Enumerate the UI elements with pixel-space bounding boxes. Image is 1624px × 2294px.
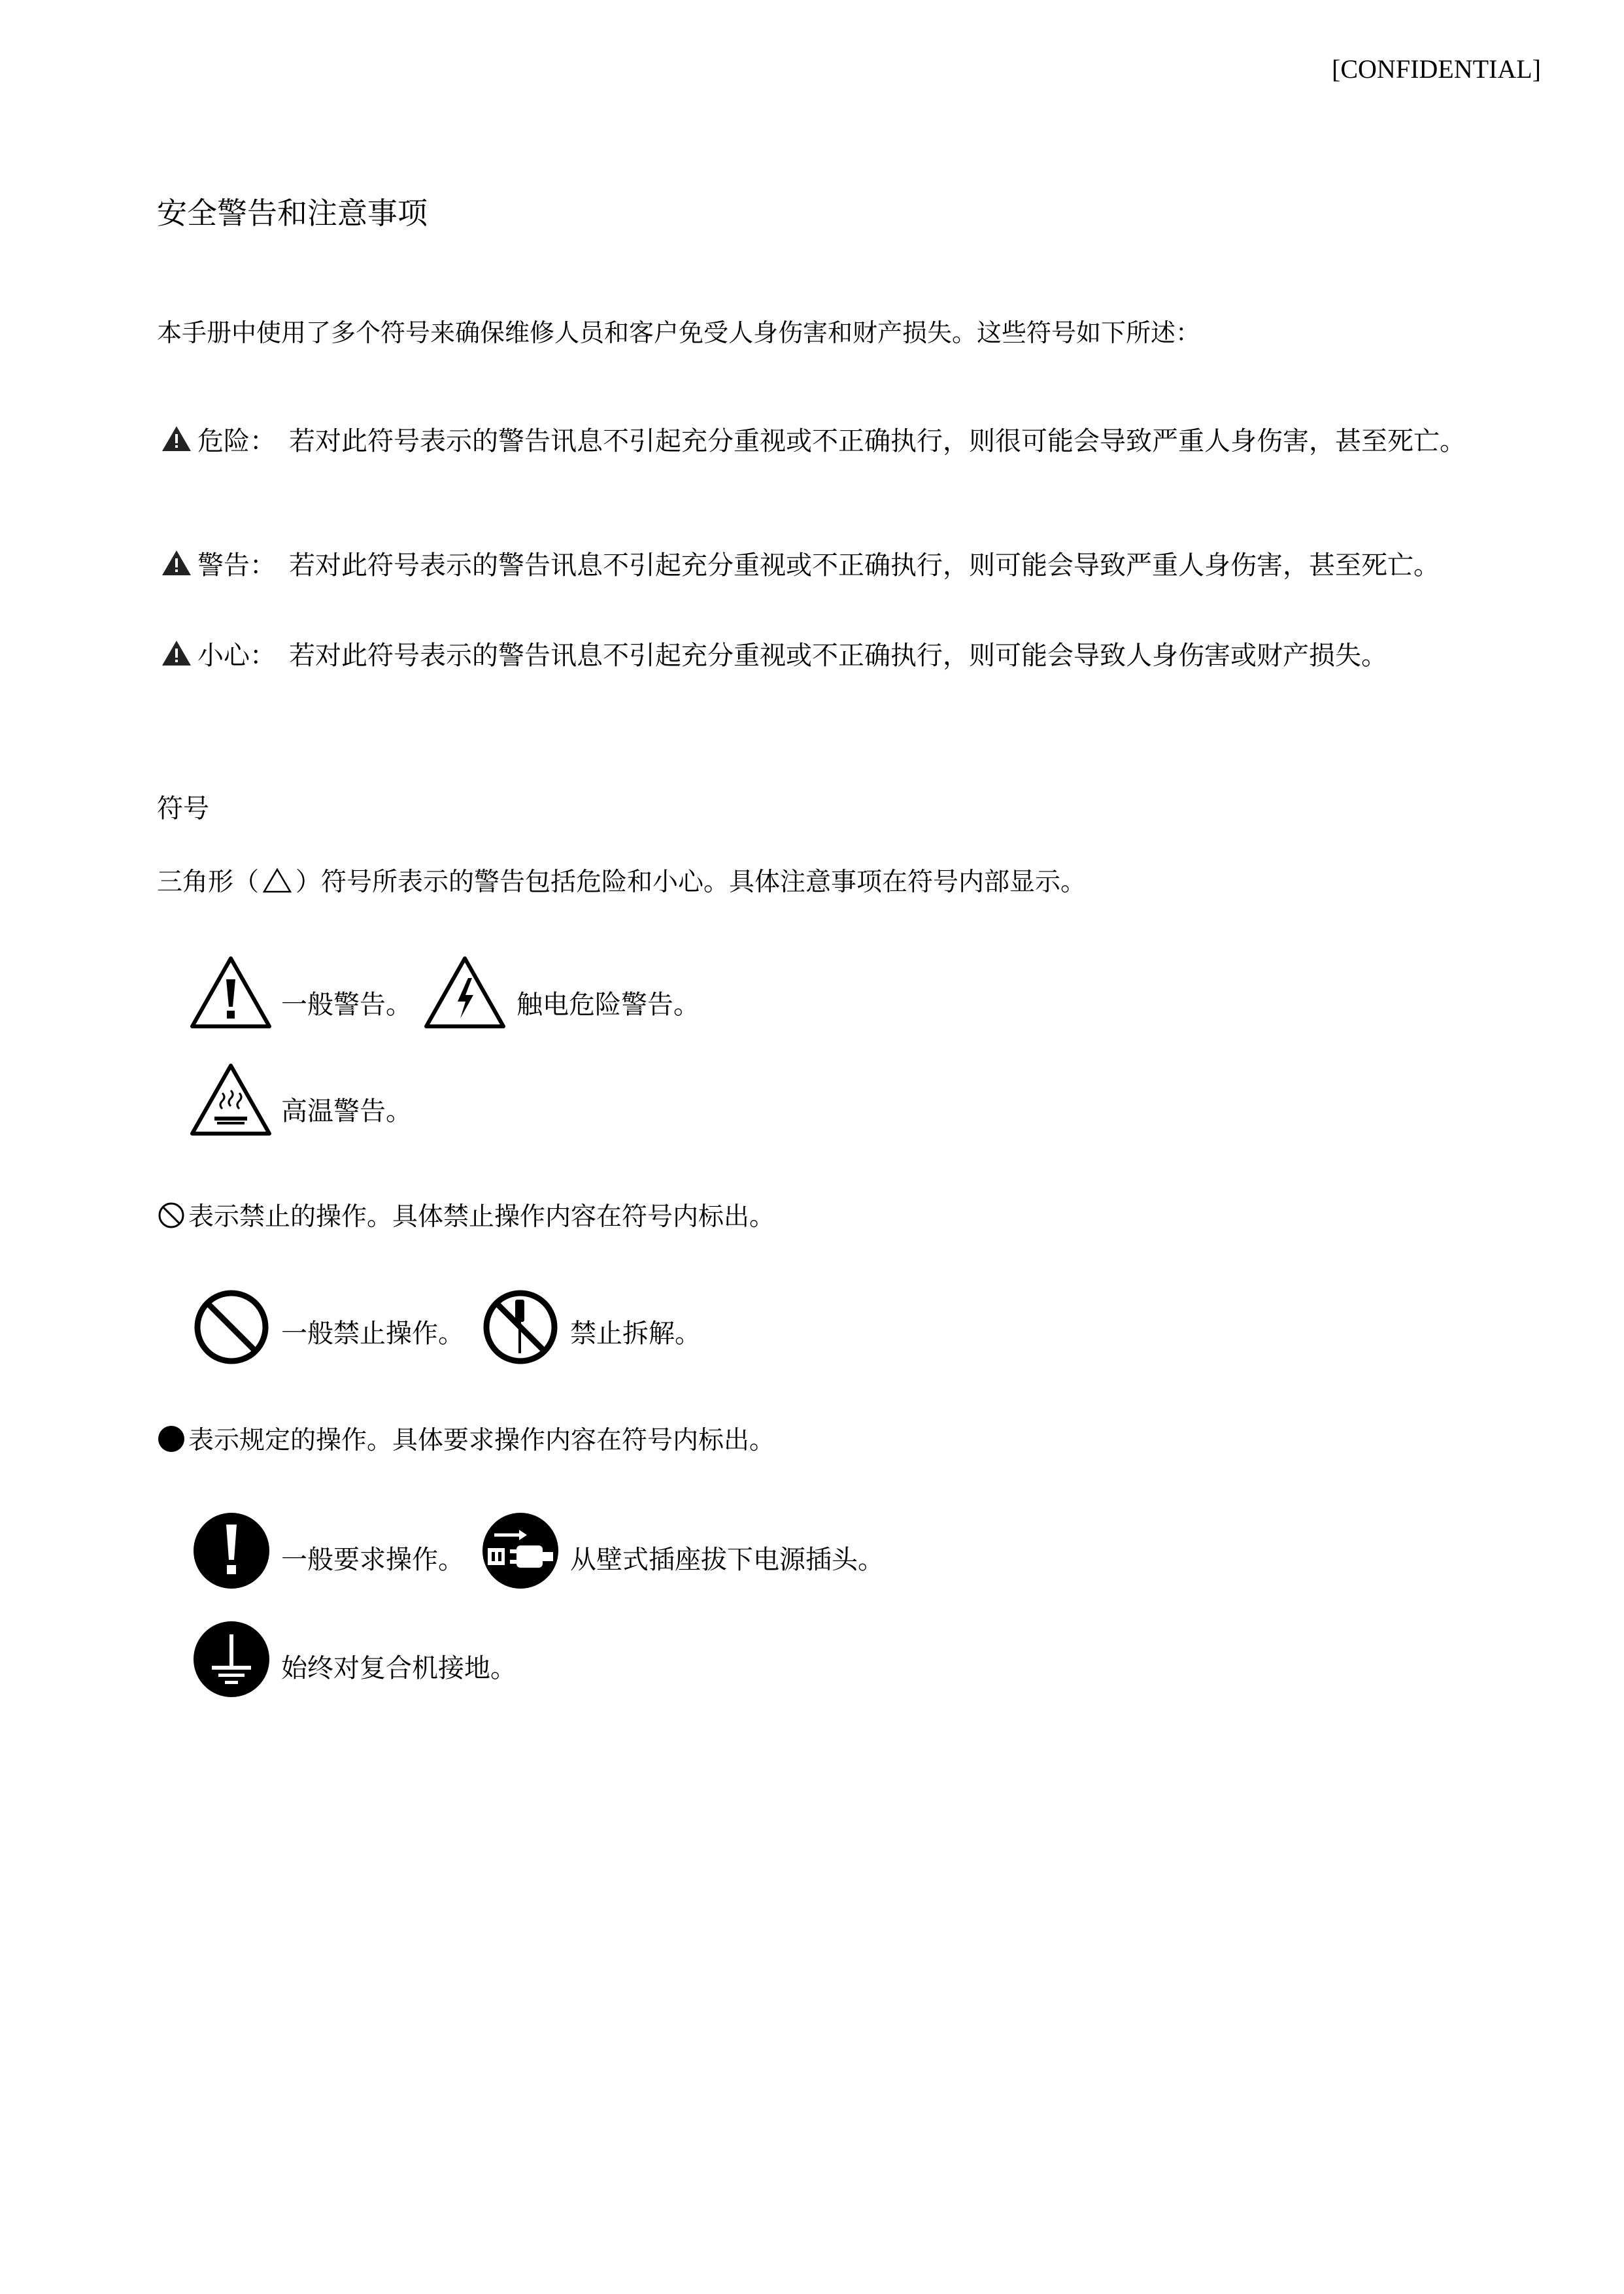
prohibit-desc-text: 表示禁止的操作。具体禁止操作内容在符号内标出。 xyxy=(188,1202,775,1232)
triangle-desc-before: 三角形（ xyxy=(157,868,260,897)
triangle-description xyxy=(157,862,1086,901)
prohibit-description xyxy=(157,1196,775,1236)
no-disassembly-icon xyxy=(481,1288,560,1370)
electric-shock-icon xyxy=(422,954,507,1034)
intro-text: 本手册中使用了多个符号来确保维修人员和客户免受人身伤害和财产损失。这些符号如下所述： xyxy=(157,318,1201,347)
warning-text: 若对此符号表示的警告讯息不引起充分重视或不正确执行，则可能会导致人身伤害或财产损失。 xyxy=(289,641,1387,671)
warning-row-caution xyxy=(161,633,1468,681)
general-warning-icon xyxy=(188,954,273,1034)
symbols-heading: 符号 xyxy=(157,794,209,824)
warning-triangle-icon xyxy=(161,545,192,591)
unplug-icon xyxy=(481,1511,560,1593)
warning-label: 警告： xyxy=(197,550,276,581)
page-title: 安全警告和注意事项 xyxy=(157,195,428,231)
unplug-label: 从壁式插座拔下电源插头。 xyxy=(570,1545,884,1575)
prohibit-small-icon xyxy=(157,1201,186,1236)
warning-text: 若对此符号表示的警告讯息不引起充分重视或不正确执行，则可能会导致严重人身伤害，甚至死亡。 xyxy=(289,550,1440,581)
warning-row-warning xyxy=(161,543,1468,591)
warning-text: 若对此符号表示的警告讯息不引起充分重视或不正确执行，则很可能会导致严重人身伤害，甚至死亡。 xyxy=(289,426,1466,456)
general-prohibit-label: 一般禁止操作。 xyxy=(281,1319,464,1349)
ground-icon xyxy=(192,1620,271,1702)
mandatory-description xyxy=(157,1420,775,1460)
ground-label: 始终对复合机接地。 xyxy=(281,1653,516,1683)
confidential-label: [CONFIDENTIAL] xyxy=(1332,54,1541,84)
general-warning-label: 一般警告。 xyxy=(281,990,412,1020)
warning-label: 危险： xyxy=(197,426,276,456)
no-disassembly-label: 禁止拆解。 xyxy=(570,1319,701,1349)
warning-row-danger xyxy=(161,418,1468,467)
general-mandatory-icon xyxy=(192,1511,271,1593)
mandatory-small-icon xyxy=(157,1425,186,1460)
general-prohibit-icon xyxy=(192,1288,271,1370)
high-temperature-icon xyxy=(188,1062,273,1141)
warning-label: 小心： xyxy=(197,641,276,671)
warning-triangle-icon xyxy=(161,421,192,467)
mandatory-desc-text: 表示规定的操作。具体要求操作内容在符号内标出。 xyxy=(188,1426,775,1455)
warning-triangle-icon xyxy=(161,635,192,681)
high-temperature-label: 高温警告。 xyxy=(281,1096,412,1126)
triangle-desc-after: ）符号所表示的警告包括危险和小心。具体注意事项在符号内部显示。 xyxy=(296,868,1087,897)
electric-shock-label: 触电危险警告。 xyxy=(516,990,700,1020)
general-mandatory-label: 一般要求操作。 xyxy=(281,1545,464,1575)
small-triangle-icon xyxy=(262,867,293,901)
